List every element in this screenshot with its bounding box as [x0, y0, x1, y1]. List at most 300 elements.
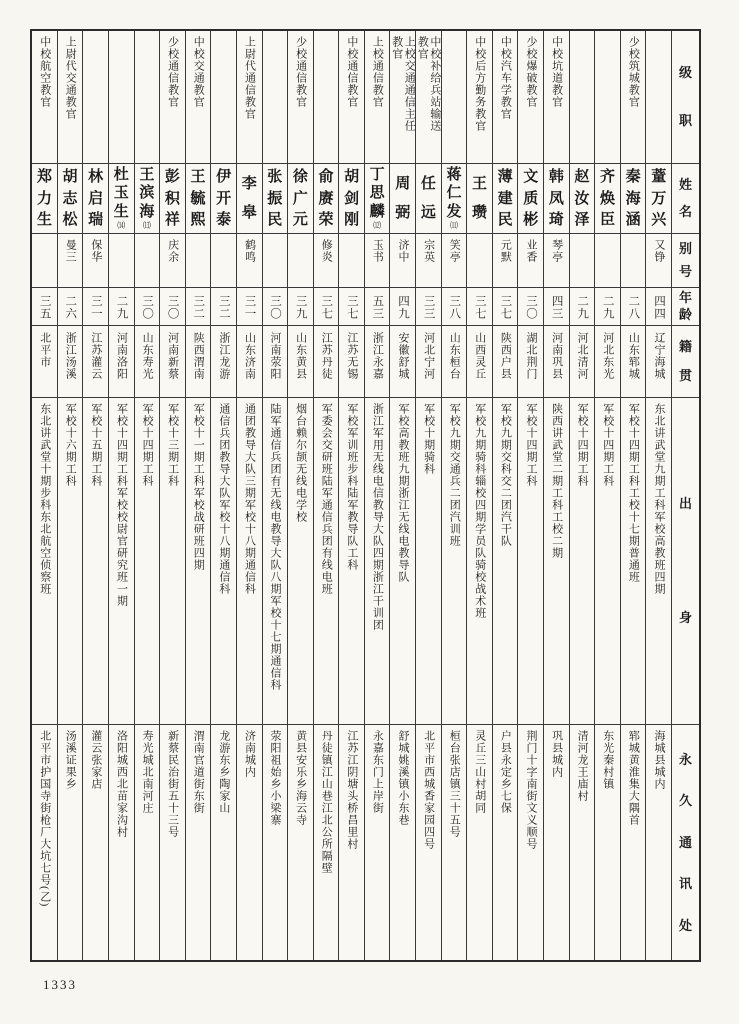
age-cell: [621, 288, 646, 326]
alias-cell: [160, 234, 185, 288]
address-text: 寿光城北南河庄: [141, 730, 154, 814]
name-cell: [58, 164, 83, 234]
vertical-text-stack: [314, 164, 339, 233]
rank-cell: [339, 31, 364, 164]
rank-text: 少校通信教官: [166, 36, 179, 108]
background-text: 军校十六期工科: [64, 403, 77, 487]
person-name-char: 荣: [318, 211, 334, 228]
person-name-char: 泰: [216, 211, 232, 228]
alias-cell: [135, 234, 160, 288]
vertical-text-stack: [135, 164, 160, 233]
age-cell: [109, 288, 134, 326]
background-text: 东北讲武堂九期工科军校高教班四期: [652, 403, 665, 595]
header-cell-name: [672, 164, 699, 234]
person-name-char: 王: [190, 169, 206, 186]
person-name-char: 刚: [344, 211, 360, 228]
native-place-cell: [595, 326, 620, 398]
person-column: [415, 31, 441, 960]
name-cell: [263, 164, 288, 234]
background-cell: [416, 398, 441, 725]
page-number: 1333: [43, 977, 77, 992]
person-column: [287, 31, 313, 960]
vertical-text-stack: [339, 164, 364, 233]
address-text: 荥阳祖始乡小梁寨: [269, 730, 282, 826]
vertical-text-stack: [672, 31, 699, 163]
person-name-char: 兴: [651, 211, 667, 228]
alias-cell: [58, 234, 83, 288]
native-place-cell: [467, 326, 492, 398]
person-name-char: 胡: [62, 169, 78, 186]
age-cell: [263, 288, 288, 326]
background-cell: [467, 398, 492, 725]
person-name-char: 开: [216, 190, 232, 207]
rank-cell: [390, 31, 415, 164]
person-name-char: 焕: [600, 190, 616, 207]
person-name-char: 滨: [139, 185, 155, 202]
age-cell: [237, 288, 262, 326]
name-cell: [339, 164, 364, 234]
background-text: 军校十四期工科: [524, 403, 537, 487]
address-text: 巩县城内: [550, 730, 563, 778]
rank-cell: [160, 31, 185, 164]
alias-cell: [109, 234, 134, 288]
native-place-cell: [263, 326, 288, 398]
person-column: [492, 31, 518, 960]
address-text: 荆门十字南街文义顺号: [524, 730, 537, 850]
header-column: [671, 31, 699, 960]
native-place-text: 山西灵丘: [473, 332, 486, 380]
person-name-char: 丁: [369, 166, 385, 183]
alias-cell: [314, 234, 339, 288]
address-cell: [83, 725, 108, 960]
header-label-char: 处: [678, 917, 692, 933]
address-text: 灵丘三山村胡同: [473, 730, 486, 814]
person-name-char: 元: [292, 211, 308, 228]
address-text: 东光秦村镇: [601, 730, 614, 790]
vertical-text-stack: [672, 288, 699, 325]
alias-cell: [570, 234, 595, 288]
person-name-char: 俞: [318, 169, 334, 186]
rank-text: 少校通信教官: [294, 36, 307, 108]
age-cell: [58, 288, 83, 326]
person-name-char: 徐: [292, 169, 308, 186]
vertical-text-stack: [288, 164, 313, 233]
person-name-char: 仁: [446, 185, 462, 202]
person-column: [645, 31, 671, 960]
native-place-cell: [493, 326, 518, 398]
person-column: [82, 31, 108, 960]
footnote-mark: ⑾: [449, 221, 458, 231]
address-cell: [58, 725, 83, 960]
alias-cell: [390, 234, 415, 288]
person-name-char: 臣: [600, 211, 616, 228]
address-cell: [186, 725, 211, 960]
background-text: 军委会交研班陆军通信兵团有线电班: [320, 403, 333, 595]
person-name-char: 蒋: [446, 166, 462, 183]
rank-cell: [518, 31, 543, 164]
native-place-cell: [390, 326, 415, 398]
age-cell: [365, 288, 390, 326]
alias-cell: [646, 234, 671, 288]
name-cell: [186, 164, 211, 234]
age-cell: [390, 288, 415, 326]
person-name-char: 林: [88, 169, 104, 186]
vertical-text-stack: [365, 164, 390, 233]
person-name-char: 振: [267, 190, 283, 207]
alias-text: 修炎: [320, 239, 333, 263]
native-place-text: 山东济南: [243, 332, 256, 380]
alias-cell: [32, 234, 57, 288]
background-cell: [339, 398, 364, 725]
header-label-char: 久: [678, 793, 692, 808]
age-text: 四九: [397, 295, 410, 320]
rank-text: 中校交通教官: [192, 36, 205, 108]
age-text: 三七: [320, 295, 333, 320]
alias-cell: [467, 234, 492, 288]
person-column: [134, 31, 160, 960]
person-name-char: 琦: [548, 211, 564, 228]
age-text: 三二: [217, 295, 230, 320]
person-name-char: 秦: [625, 169, 641, 186]
name-cell: [570, 164, 595, 234]
person-name-char: 剑: [344, 190, 360, 207]
alias-text: 曼三: [64, 239, 77, 263]
background-text: 陕西讲武堂二期工科工校二期: [550, 403, 563, 559]
person-name-char: 赵: [574, 169, 590, 186]
vertical-text-stack: [442, 164, 467, 233]
alias-text: 宗英: [422, 239, 435, 263]
age-text: 三〇: [524, 295, 537, 320]
background-cell: [32, 398, 57, 725]
footnote-mark: ⒀: [142, 221, 151, 231]
header-label-char: 别: [678, 241, 692, 257]
age-text: 三九: [294, 295, 307, 320]
age-text: 二六: [64, 295, 77, 320]
age-cell: [211, 288, 236, 326]
age-text: 三〇: [166, 295, 179, 320]
person-name-char: 蕫: [651, 169, 667, 186]
address-text: 新蔡民治街五十三号: [166, 730, 179, 838]
header-label-char: 通: [678, 834, 692, 850]
age-cell: [314, 288, 339, 326]
person-name-char: 质: [523, 190, 539, 207]
person-name-char: 周: [395, 176, 411, 193]
header-cell-address: [672, 725, 699, 960]
background-cell: [646, 398, 671, 725]
background-cell: [288, 398, 313, 725]
vertical-text-stack: [160, 164, 185, 233]
rank-cell: [83, 31, 108, 164]
name-cell: [595, 164, 620, 234]
alias-cell: [544, 234, 569, 288]
native-place-cell: [160, 326, 185, 398]
person-column: [210, 31, 236, 960]
address-cell: [339, 725, 364, 960]
age-cell: [288, 288, 313, 326]
background-text: 军校十四期工科: [576, 403, 589, 487]
native-place-text: 陕西渭南: [192, 332, 205, 380]
native-place-cell: [518, 326, 543, 398]
person-name-char: 张: [267, 169, 283, 186]
background-text: 军校九期交科交二团汽干队: [499, 403, 512, 547]
person-name-char: 弼: [395, 204, 411, 221]
footnote-mark: ⑿: [373, 221, 382, 231]
age-cell: [416, 288, 441, 326]
person-column: [594, 31, 620, 960]
alias-text: 琴亭: [550, 239, 563, 263]
native-place-cell: [135, 326, 160, 398]
person-column: [441, 31, 467, 960]
person-name-char: 麟: [369, 203, 385, 220]
person-column: [338, 31, 364, 960]
native-place-cell: [83, 326, 108, 398]
vertical-text-stack: [672, 725, 699, 960]
rank-cell: [263, 31, 288, 164]
age-text: 二九: [601, 295, 614, 320]
vertical-text-stack: [518, 164, 543, 233]
native-place-cell: [442, 326, 467, 398]
header-label-char: 身: [678, 609, 692, 625]
name-cell: [467, 164, 492, 234]
background-cell: [518, 398, 543, 725]
background-cell: [186, 398, 211, 725]
vertical-text-stack: [211, 164, 236, 233]
native-place-cell: [58, 326, 83, 398]
age-cell: [595, 288, 620, 326]
native-place-text: 江苏灌云: [89, 332, 102, 380]
background-text: 东北讲武堂十期步科东北航空侦察班: [38, 403, 51, 595]
person-column: [236, 31, 262, 960]
person-name-char: 松: [62, 211, 78, 228]
native-place-text: 江苏无锡: [345, 332, 358, 380]
person-name-char: 民: [497, 211, 513, 228]
person-column: [517, 31, 543, 960]
rank-text: 少校爆破教官: [524, 36, 537, 108]
alias-cell: [339, 234, 364, 288]
native-place-text: 山东寿光: [141, 332, 154, 380]
address-text: 桓台张店镇三十五号: [448, 730, 461, 838]
person-name-char: 启: [88, 190, 104, 207]
name-cell: [288, 164, 313, 234]
rank-text: 少校筑城教官: [627, 36, 640, 108]
rank-cell: [570, 31, 595, 164]
background-cell: [570, 398, 595, 725]
header-label-char: 号: [678, 263, 692, 279]
native-place-cell: [646, 326, 671, 398]
vertical-text-stack: [570, 164, 595, 233]
person-name-char: 郑: [36, 169, 52, 186]
background-cell: [621, 398, 646, 725]
person-name-char: 薄: [497, 169, 513, 186]
person-name-char: 生: [36, 211, 52, 228]
rank-text: 中校通信教官: [345, 36, 358, 108]
age-text: 三〇: [141, 295, 154, 320]
address-cell: [442, 725, 467, 960]
native-place-cell: [416, 326, 441, 398]
person-name-char: 远: [420, 204, 436, 221]
header-label-char: 年: [678, 290, 692, 305]
header-label-char: 名: [678, 204, 692, 220]
native-place-cell: [186, 326, 211, 398]
background-text: 军校高教班九期浙江无线电教导队: [397, 403, 410, 583]
vertical-text-stack: [390, 164, 415, 233]
background-text: 军校十一期工科军校战研班四期: [192, 403, 205, 571]
background-text: 军校十期骑科: [422, 403, 435, 475]
age-text: 三一: [243, 295, 256, 320]
address-cell: [595, 725, 620, 960]
person-name-char: 彭: [164, 169, 180, 186]
person-name-char: 汝: [574, 190, 590, 207]
background-text: 军校九期骑科辎校四期学员队骑校战术班: [473, 403, 486, 619]
vertical-text-stack: [32, 164, 57, 233]
vertical-text-stack: [416, 164, 441, 233]
alias-cell: [83, 234, 108, 288]
address-text: 郓城黄淮集大隅首: [627, 730, 640, 826]
address-cell: [109, 725, 134, 960]
native-place-text: 辽宁海城: [652, 332, 665, 380]
background-cell: [263, 398, 288, 725]
background-cell: [544, 398, 569, 725]
person-name-char: 思: [369, 185, 385, 202]
age-cell: [544, 288, 569, 326]
native-place-cell: [211, 326, 236, 398]
rank-cell: [314, 31, 339, 164]
person-name-char: 海: [139, 203, 155, 220]
address-text: 灌云张家店: [89, 730, 102, 790]
background-text: 军校十四期工科军校校尉官研究班一期: [115, 403, 128, 607]
alias-cell: [288, 234, 313, 288]
address-text: 永嘉东门上岸街: [371, 730, 384, 814]
address-text: 海城县城内: [652, 730, 665, 790]
address-cell: [646, 725, 671, 960]
rank-text: 中校补给兵站输送教官: [416, 36, 441, 132]
vertical-text-stack: [672, 326, 699, 397]
alias-cell: [595, 234, 620, 288]
age-text: 三七: [473, 295, 486, 320]
native-place-text: 江苏丹徒: [320, 332, 333, 380]
vertical-text-stack: [621, 164, 646, 233]
alias-cell: [186, 234, 211, 288]
name-cell: [646, 164, 671, 234]
rank-cell: [416, 31, 441, 164]
vertical-text-stack: [237, 164, 262, 233]
rank-cell: [135, 31, 160, 164]
person-name-char: 积: [164, 190, 180, 207]
person-name-char: 瑞: [88, 211, 104, 228]
person-name-char: 齐: [600, 169, 616, 186]
address-text: 北平市护国寺街枪厂大坑七号(乙): [38, 730, 51, 908]
person-column: [108, 31, 134, 960]
alias-text: 元默: [499, 239, 512, 263]
background-text: 军校十五期工科: [89, 403, 102, 487]
address-cell: [544, 725, 569, 960]
address-cell: [288, 725, 313, 960]
address-cell: [390, 725, 415, 960]
native-place-text: 安徽舒城: [397, 332, 410, 380]
name-cell: [416, 164, 441, 234]
native-place-cell: [570, 326, 595, 398]
age-text: 三〇: [269, 295, 282, 320]
age-cell: [339, 288, 364, 326]
header-label-char: 级: [678, 64, 692, 80]
person-name-char: 力: [36, 190, 52, 207]
native-place-text: 湖北荆门: [524, 332, 537, 380]
person-name-char: 万: [651, 190, 667, 207]
person-name-char: 韩: [548, 169, 564, 186]
rank-text: 中校坑道教官: [550, 36, 563, 108]
address-text: 龙游东乡陶家山: [217, 730, 230, 814]
background-text: 军校十三期工科: [166, 403, 179, 487]
address-cell: [135, 725, 160, 960]
address-text: 丹徒镇江山巷江北公所隔壁: [320, 730, 333, 874]
native-place-cell: [32, 326, 57, 398]
rank-cell: [32, 31, 57, 164]
native-place-cell: [621, 326, 646, 398]
header-label-char: 永: [678, 751, 692, 767]
rank-text: 上尉代交通教官: [64, 36, 77, 120]
address-text: 清河龙王庙村: [576, 730, 589, 802]
name-cell: [314, 164, 339, 234]
header-cell-alias: [672, 234, 699, 288]
background-text: 烟台赖尔颉无线电学校: [294, 403, 307, 523]
header-cell-background: [672, 398, 699, 725]
native-place-text: 山东郓城: [627, 332, 640, 380]
person-name-char: 任: [420, 176, 436, 193]
address-text: 黄县安乐乡海云寺: [294, 730, 307, 826]
age-text: 三三: [422, 295, 435, 320]
address-cell: [365, 725, 390, 960]
rank-text: 上校交通通信主任教官: [390, 36, 416, 132]
address-text: 舒城姚溪镇小东巷: [397, 730, 410, 826]
alias-cell: [518, 234, 543, 288]
alias-cell: [442, 234, 467, 288]
header-label-char: 姓: [678, 176, 692, 192]
background-text: 军校十四期工科: [601, 403, 614, 487]
vertical-text-stack: [595, 164, 620, 233]
address-cell: [467, 725, 492, 960]
background-cell: [595, 398, 620, 725]
background-text: 陆军通信兵团有无线电教导大队八期军校十七期通信科: [269, 403, 282, 691]
native-place-text: 浙江龙游: [217, 332, 230, 380]
person-column: [620, 31, 646, 960]
alias-text: 又铮: [652, 239, 665, 263]
name-cell: [544, 164, 569, 234]
rank-cell: [493, 31, 518, 164]
age-cell: [570, 288, 595, 326]
age-cell: [32, 288, 57, 326]
age-cell: [646, 288, 671, 326]
person-name-char: 玉: [113, 185, 129, 202]
vertical-text-stack: [467, 164, 492, 233]
age-text: 三八: [448, 295, 461, 320]
rank-text: 中校后方勤务教官: [473, 36, 486, 132]
native-place-text: 浙江永嘉: [371, 332, 384, 380]
person-name-char: 毓: [190, 190, 206, 207]
person-column: [185, 31, 211, 960]
background-text: 军校十四期工科工校十七期普通班: [627, 403, 640, 583]
background-text: 军校军训班步科陆军教导队工科: [345, 403, 358, 571]
rank-cell: [467, 31, 492, 164]
person-name-char: 生: [113, 203, 129, 220]
name-cell: [518, 164, 543, 234]
person-name-char: 凤: [548, 190, 564, 207]
age-text: 三七: [499, 295, 512, 320]
age-cell: [135, 288, 160, 326]
vertical-text-stack: [263, 164, 288, 233]
age-text: 二八: [627, 295, 640, 320]
person-name-char: 王: [472, 176, 488, 193]
background-cell: [314, 398, 339, 725]
